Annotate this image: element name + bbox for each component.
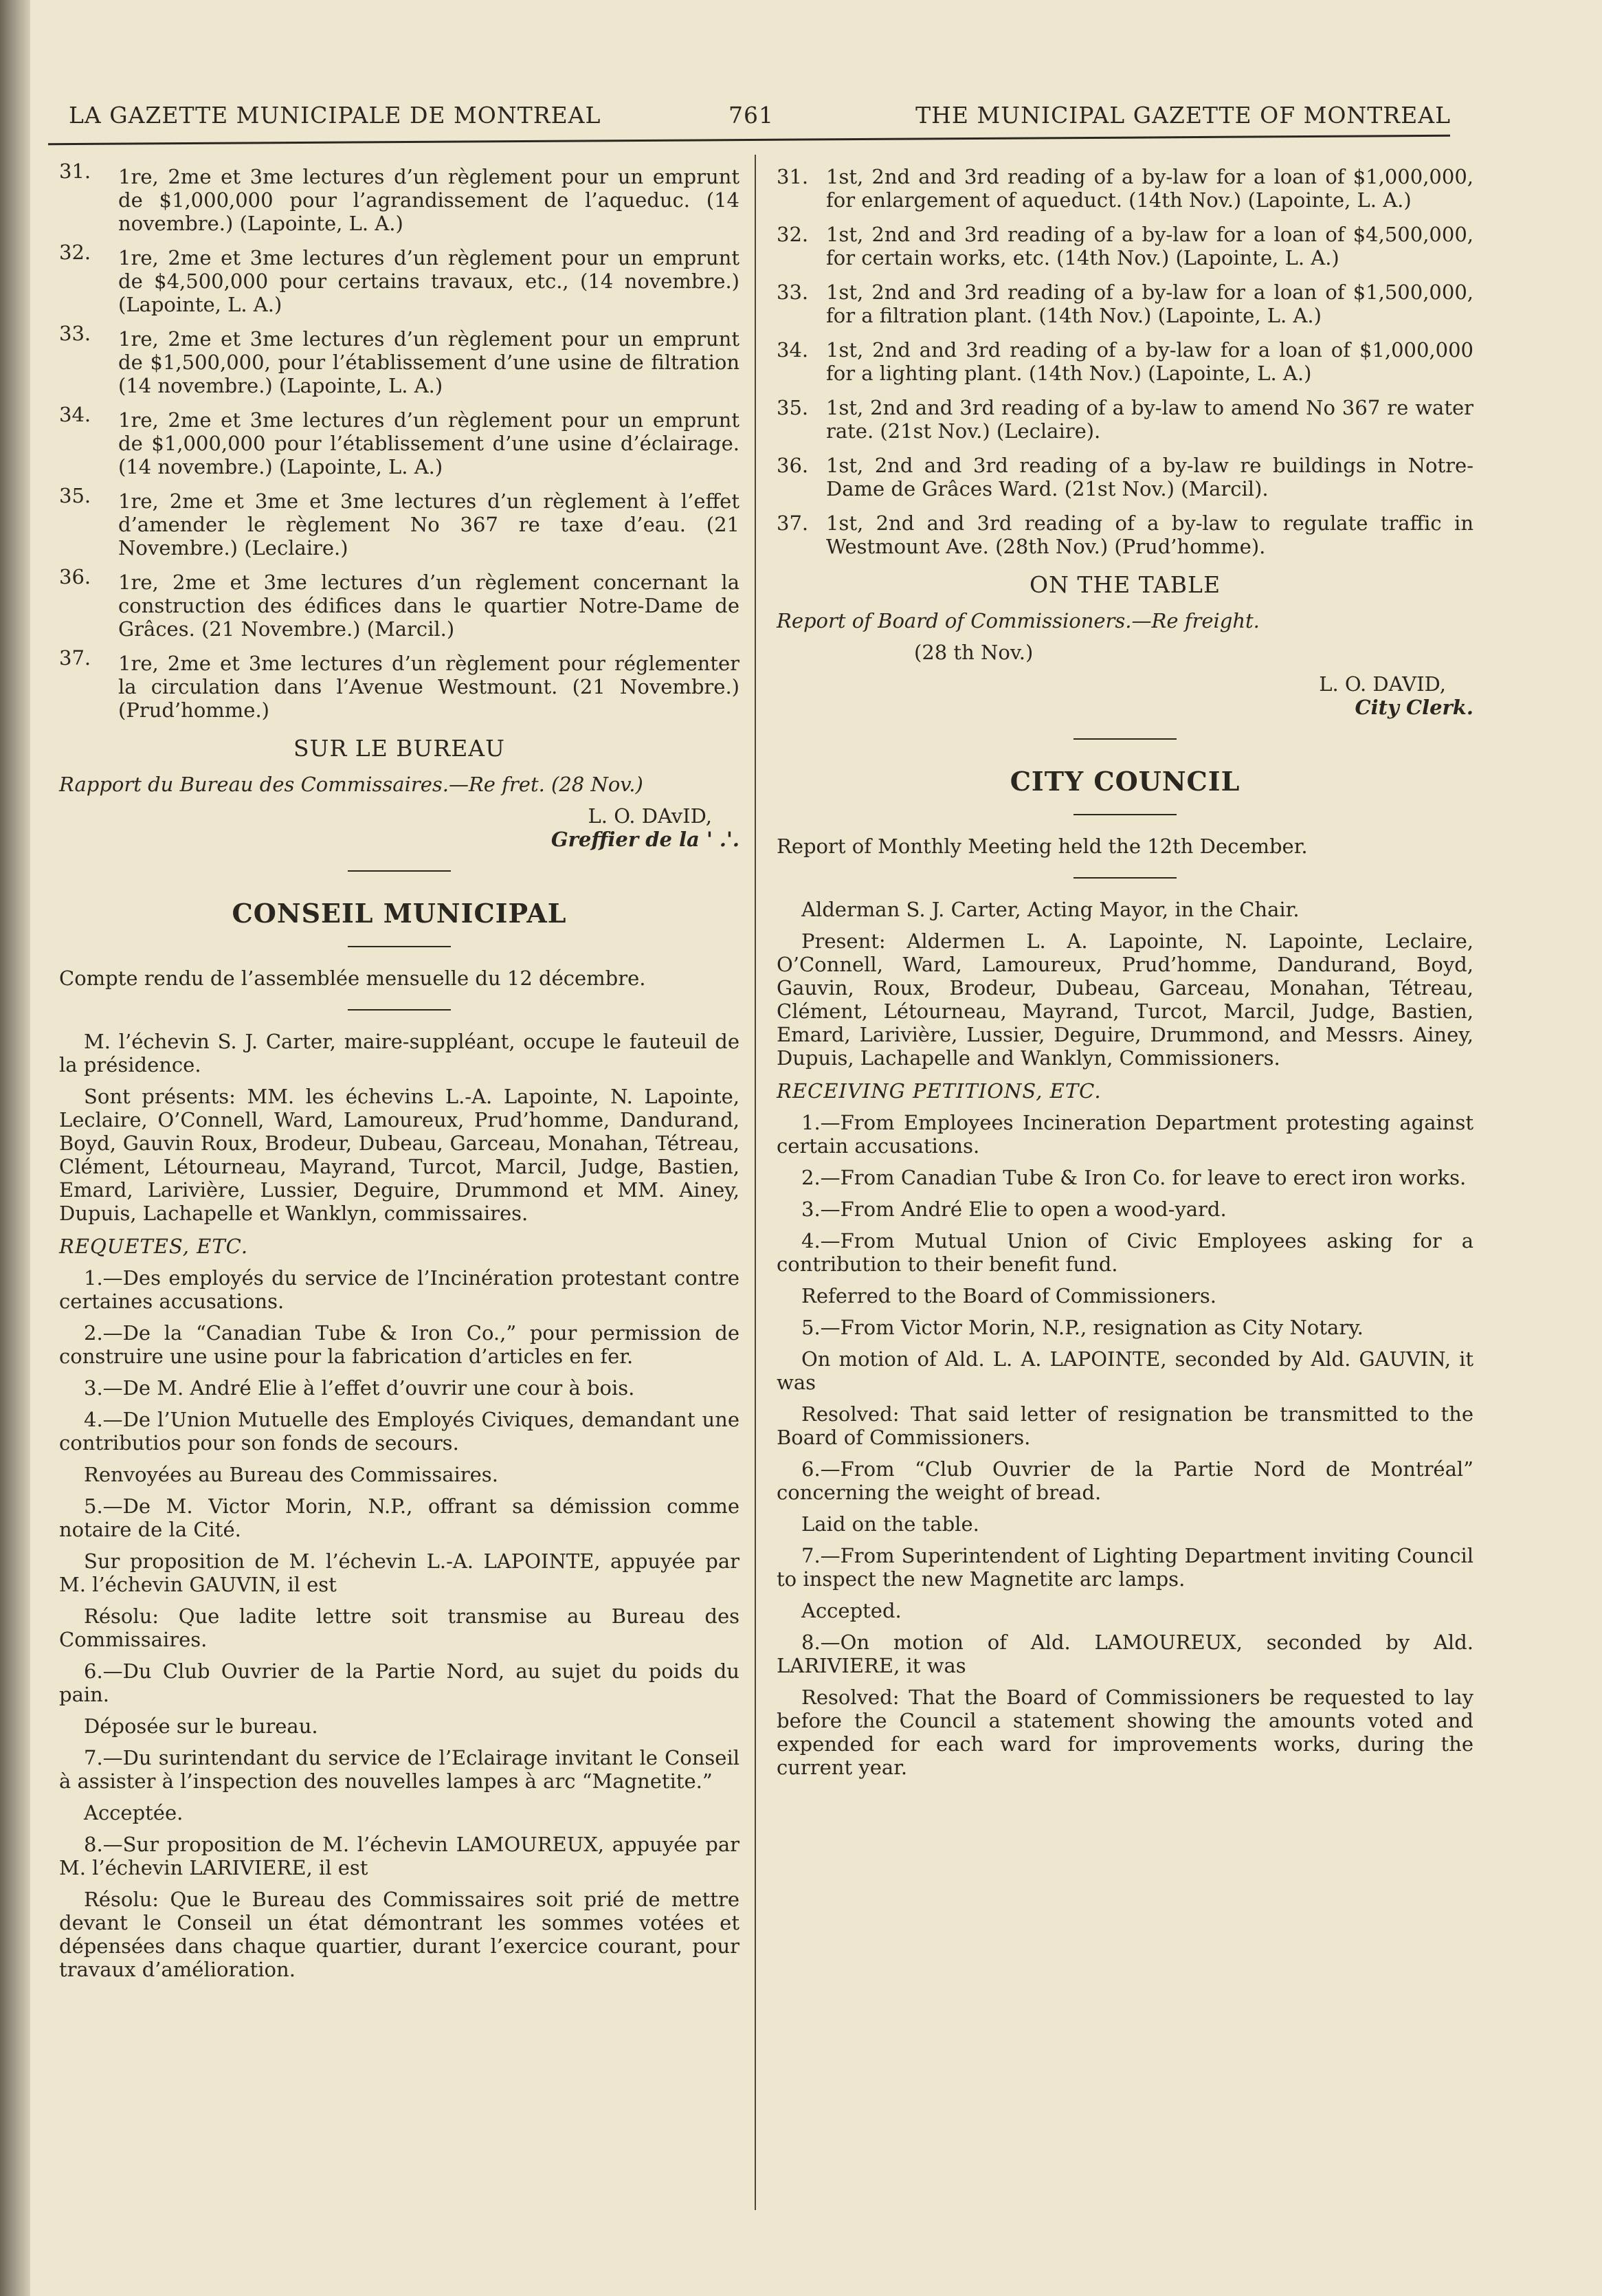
paragraph: Present: Aldermen L. A. Lapointe, N. Lapointe, Leclaire, O’Connell, Ward, Lamoureux, Prud’homme, Dandurand, Boyd, Gauvin, Roux, Brodeur, Dubeau, Garceau, Monahan, Tétreau, Clément, Létourneau, Mayrand, Turcot, Marcil, Judge, Bastien, Emard, Larivière, Lussier, Deguire, Drummond, and Messrs. Ainey, Dupuis, Lachapelle and Wanklyn, Commissioners. — [777, 929, 1473, 1070]
item-number: 31. — [59, 159, 91, 183]
list-item — [59, 484, 739, 560]
english-column — [777, 165, 1473, 1787]
petition-item: 5.—From Victor Morin, N.P., resignation as City Notary. — [801, 1316, 1364, 1339]
council-subtitle: Report of Monthly Meeting held the 12th December. — [777, 835, 1308, 858]
paragraph: Sont présents: MM. les échevins L.-A. Lapointe, N. Lapointe, Leclaire, O’Connell, Ward, Lamoureux, Prud’homme, Dandurand, Boyd, Gauvin Roux, Brodeur, Dubeau, Garceau, Monahan, Tétreau, Clément, Létourneau, Mayrand, Turcot, Marcil, Judge, Bastien, Emard, Larivière, Lussier, Deguire, Drummond et MM. Ainey, Dupuis, Lachapelle et Wanklyn, commissaires. — [59, 1085, 739, 1225]
petition-item: Resolved: That the Board of Commissioners be requested to lay before the Council a statement showing the amounts voted and expended for each ward for improvements works, during the current year. — [777, 1686, 1473, 1779]
item-number: 32. — [59, 241, 91, 264]
list-item — [777, 396, 1473, 443]
header-right-title: THE MUNICIPAL GAZETTE OF MONTREAL — [915, 102, 1451, 129]
list-item — [59, 565, 739, 641]
page-header — [69, 96, 1451, 137]
list-item — [59, 241, 739, 316]
council-title: CITY COUNCIL — [1010, 766, 1241, 797]
french-column — [59, 159, 739, 1989]
item-text: 1st, 2nd and 3rd reading of a by-law to amend No 367 re water rate. (21st Nov.) (Leclaire). — [826, 396, 1473, 443]
paragraph: M. l’échevin S. J. Carter, maire-suppléant, occupe le fauteuil de la présidence. — [59, 1030, 739, 1077]
section-heading: SUR LE BUREAU — [293, 735, 505, 762]
item-number: 37. — [777, 511, 809, 535]
item-text: 1st, 2nd and 3rd reading of a by-law for a loan of $1,000,000 for a lighting plant. (14th Nov.) (Lapointe, L. A.) — [826, 338, 1473, 385]
item-number: 35. — [59, 484, 91, 507]
signature-title: Greffier de la ' .'. — [550, 828, 739, 851]
requete-item: 5.—De M. Victor Morin, N.P., offrant sa démission comme notaire de la Cité. — [59, 1494, 739, 1541]
page-binding-edge — [0, 0, 30, 2296]
petition-item: Laid on the table. — [801, 1512, 979, 1536]
column-divider — [755, 155, 756, 2210]
list-item — [59, 322, 739, 397]
requete-item: Sur proposition de M. l’échevin L.-A. LAPOINTE, appuyée par M. l’échevin GAUVIN, il est — [59, 1549, 739, 1596]
item-text: 1st, 2nd and 3rd reading of a by-law for a loan of $4,500,000, for certain works, etc. (14th Nov.) (Lapointe, L. A.) — [826, 223, 1473, 269]
item-text: 1re, 2me et 3me lectures d’un règlement pour un emprunt de $4,500,000 pour certains travaux, etc., (14 novembre.) (Lapointe, L. A.) — [118, 246, 739, 316]
header-left-title: LA GAZETTE MUNICIPALE DE MONTREAL — [69, 102, 601, 129]
petition-item: On motion of Ald. L. A. LAPOINTE, seconded by Ald. GAUVIN, it was — [777, 1347, 1473, 1394]
section-rule — [348, 946, 451, 947]
requete-item: Acceptée. — [84, 1801, 183, 1824]
item-text: 1re, 2me et 3me et 3me lectures d’un règlement à l’effet d’amender le règlement No 367 re taxe d’eau. (21 Novembre.) (Leclaire.) — [118, 489, 739, 560]
item-text: 1st, 2nd and 3rd reading of a by-law re buildings in Notre-Dame de Grâces Ward. (21st Nov.) (Marcil). — [826, 454, 1473, 500]
section-rule — [1073, 738, 1177, 740]
petition-item: Referred to the Board of Commissioners. — [801, 1284, 1216, 1307]
petition-item: Resolved: That said letter of resignation be transmitted to the Board of Commissioners. — [777, 1402, 1473, 1449]
requete-item: 6.—Du Club Ouvrier de la Partie Nord, au sujet du poids du pain. — [59, 1659, 739, 1706]
table-report: Rapport du Bureau des Commissaires.—Re fret. (28 Nov.) — [59, 773, 643, 796]
paragraph: Alderman S. J. Carter, Acting Mayor, in the Chair. — [801, 898, 1300, 921]
item-number: 35. — [777, 396, 809, 419]
section-heading: ON THE TABLE — [1029, 571, 1221, 598]
page-number: 761 — [728, 102, 774, 129]
section-rule — [348, 870, 451, 872]
requete-item: Déposée sur le bureau. — [84, 1714, 318, 1738]
table-report-date: (28 th Nov.) — [914, 641, 1034, 664]
item-text: 1st, 2nd and 3rd reading of a by-law to regulate traffic in Westmount Ave. (28th Nov.) (Prud’homme). — [826, 511, 1473, 558]
item-text: 1re, 2me et 3me lectures d’un règlement pour un emprunt de $1,500,000, pour l’établissement d’une usine de filtration (14 novembre.) (Lapointe, L. A.) — [118, 327, 739, 397]
requete-item: Résolu: Que le Bureau des Commissaires soit prié de mettre devant le Conseil un état démontrant les sommes votées et dépensées dans chaque quartier, durant l’exercice courant, pour travaux d’amélioration. — [59, 1888, 739, 1981]
requete-item: Renvoyées au Bureau des Commissaires. — [84, 1463, 498, 1486]
item-text: 1st, 2nd and 3rd reading of a by-law for a loan of $1,500,000, for a filtration plant. (14th Nov.) (Lapointe, L. A.) — [826, 280, 1473, 327]
petition-item: 6.—From “Club Ouvrier de la Partie Nord de Montréal” concerning the weight of bread. — [777, 1457, 1473, 1504]
list-item — [777, 338, 1473, 385]
requete-item: 4.—De l’Union Mutuelle des Employés Civiques, demandant une contributios pour son fonds de secours. — [59, 1408, 739, 1455]
petition-item: 7.—From Superintendent of Lighting Department inviting Council to inspect the new Magnetite arc lamps. — [777, 1544, 1473, 1591]
petition-item: 3.—From André Elie to open a wood-yard. — [801, 1197, 1227, 1221]
signature-name: L. O. DAVID, — [1319, 672, 1446, 696]
section-rule — [1073, 814, 1177, 815]
petitions-heading: RECEIVING PETITIONS, ETC. — [777, 1079, 1102, 1103]
list-item — [59, 403, 739, 478]
petition-item: 8.—On motion of Ald. LAMOUREUX, seconded by Ald. LARIVIERE, it was — [777, 1631, 1473, 1677]
list-item — [59, 159, 739, 235]
requete-item: 2.—De la “Canadian Tube & Iron Co.,” pour permission de construire une usine pour la fabrication d’articles en fer. — [59, 1321, 739, 1368]
item-number: 36. — [777, 454, 809, 477]
requetes-heading: REQUETES, ETC. — [59, 1235, 249, 1258]
item-number: 33. — [59, 322, 91, 345]
list-item — [777, 165, 1473, 212]
requete-item: 8.—Sur proposition de M. l’échevin LAMOUREUX, appuyée par M. l’échevin LARIVIERE, il est — [59, 1833, 739, 1879]
item-number: 32. — [777, 223, 809, 246]
signature-name: L. O. DAvID, — [588, 804, 712, 828]
requete-item: 1.—Des employés du service de l’Incinération protestant contre certaines accusations. — [59, 1266, 739, 1313]
section-rule — [348, 1009, 451, 1011]
section-rule — [1073, 877, 1177, 879]
requete-item: 3.—De M. André Elie à l’effet d’ouvrir une cour à bois. — [84, 1376, 635, 1400]
petition-item: 2.—From Canadian Tube & Iron Co. for leave to erect iron works. — [801, 1166, 1467, 1189]
council-title: CONSEIL MUNICIPAL — [232, 898, 567, 929]
item-number: 36. — [59, 565, 91, 588]
item-text: 1re, 2me et 3me lectures d’un règlement pour un emprunt de $1,000,000 pour l’établissement d’une usine d’éclairage. (14 novembre.) (Lapointe, L. A.) — [118, 408, 739, 478]
item-number: 34. — [777, 338, 809, 362]
item-text: 1st, 2nd and 3rd reading of a by-law for a loan of $1,000,000, for enlargement of aqueduct. (14th Nov.) (Lapointe, L. A.) — [826, 165, 1473, 212]
item-number: 37. — [59, 646, 91, 670]
table-report: Report of Board of Commissioners.—Re freight. — [777, 609, 1260, 632]
item-text: 1re, 2me et 3me lectures d’un règlement pour réglementer la circulation dans l’Avenue Westmount. (21 Novembre.) (Prud’homme.) — [118, 652, 739, 722]
petition-item: 1.—From Employees Incineration Department protesting against certain accusations. — [777, 1111, 1473, 1158]
signature-title: City Clerk. — [1355, 696, 1473, 719]
list-item — [777, 454, 1473, 500]
item-number: 31. — [777, 165, 809, 188]
list-item — [777, 280, 1473, 327]
item-number: 34. — [59, 403, 91, 426]
petition-item: 4.—From Mutual Union of Civic Employees asking for a contribution to their benefit fund. — [777, 1229, 1473, 1276]
requete-item: Résolu: Que ladite lettre soit transmise au Bureau des Commissaires. — [59, 1604, 739, 1651]
item-number: 33. — [777, 280, 809, 304]
list-item — [59, 646, 739, 722]
list-item — [777, 223, 1473, 269]
council-subtitle: Compte rendu de l’assemblée mensuelle du 12 décembre. — [59, 967, 646, 990]
item-text: 1re, 2me et 3me lectures d’un règlement concernant la construction des édifices dans le quartier Notre-Dame de Grâces. (21 Novembre.) (Marcil.) — [118, 571, 739, 641]
petition-item: Accepted. — [801, 1599, 902, 1622]
requete-item: 7.—Du surintendant du service de l’Eclairage invitant le Conseil à assister à l’inspection des nouvelles lampes à arc “Magnetite.” — [59, 1746, 739, 1793]
list-item — [777, 511, 1473, 558]
item-text: 1re, 2me et 3me lectures d’un règlement pour un emprunt de $1,000,000 pour l’agrandissement de l’aqueduc. (14 novembre.) (Lapointe, L. A.) — [118, 165, 739, 235]
